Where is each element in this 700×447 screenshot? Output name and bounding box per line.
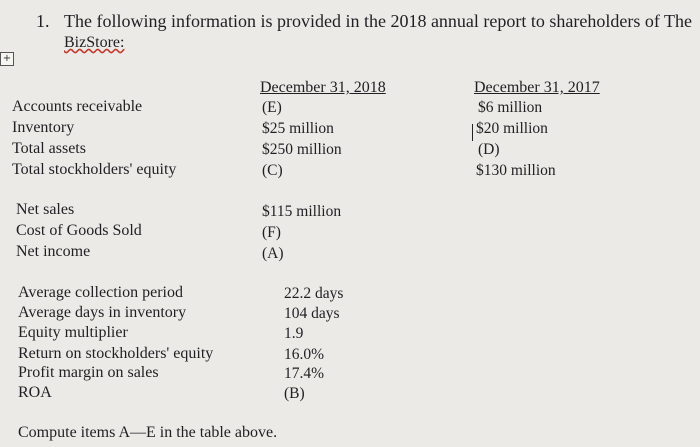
row-label: Average days in inventory xyxy=(18,304,187,321)
row-label: Total assets xyxy=(12,140,86,157)
row-value-2018: $250 million xyxy=(262,141,342,158)
row-value-2017: $6 million xyxy=(478,99,543,116)
header-2017: December 31, 2017 xyxy=(474,79,600,96)
row-value-2017: $20 million xyxy=(476,120,548,137)
row-label: ROA xyxy=(18,384,52,401)
row-label: Average collection period xyxy=(18,284,183,301)
row-value-2018: (E) xyxy=(262,99,282,116)
row-label: Net sales xyxy=(16,201,75,218)
row-value-2018: $25 million xyxy=(262,120,334,137)
row-value: (F) xyxy=(262,224,281,241)
row-label: Net income xyxy=(16,243,91,260)
row-value-2017: $130 million xyxy=(476,162,556,179)
row-label: Inventory xyxy=(12,119,75,136)
row-value: (B) xyxy=(284,385,305,402)
expand-icon[interactable]: + xyxy=(0,52,14,66)
row-label: Total stockholders' equity xyxy=(12,161,177,178)
row-label: Cost of Goods Sold xyxy=(16,222,142,239)
company-name: BizStore: xyxy=(64,34,125,51)
row-label: Profit margin on sales xyxy=(18,364,159,381)
row-value: $115 million xyxy=(262,203,342,220)
row-value: 1.9 xyxy=(284,325,304,342)
row-value: 104 days xyxy=(284,305,340,322)
row-value: (A) xyxy=(262,245,284,262)
row-value-2018: (C) xyxy=(262,162,283,179)
question-text: The following information is provided in the 2018 annual report to shareholders of The xyxy=(64,11,693,31)
row-value-2017: (D) xyxy=(478,141,500,158)
header-2018: December 31, 2018 xyxy=(260,79,386,96)
row-label: Return on stockholders' equity xyxy=(18,345,214,362)
text-cursor xyxy=(472,124,473,141)
row-value: 16.0% xyxy=(284,346,325,363)
instruction-text: Compute items A—E in the table above. xyxy=(18,424,278,441)
row-label: Accounts receivable xyxy=(12,98,143,115)
row-label: Equity multiplier xyxy=(18,324,128,341)
question-number: 1. xyxy=(36,11,50,31)
row-value: 17.4% xyxy=(284,365,325,382)
row-value: 22.2 days xyxy=(284,285,344,302)
